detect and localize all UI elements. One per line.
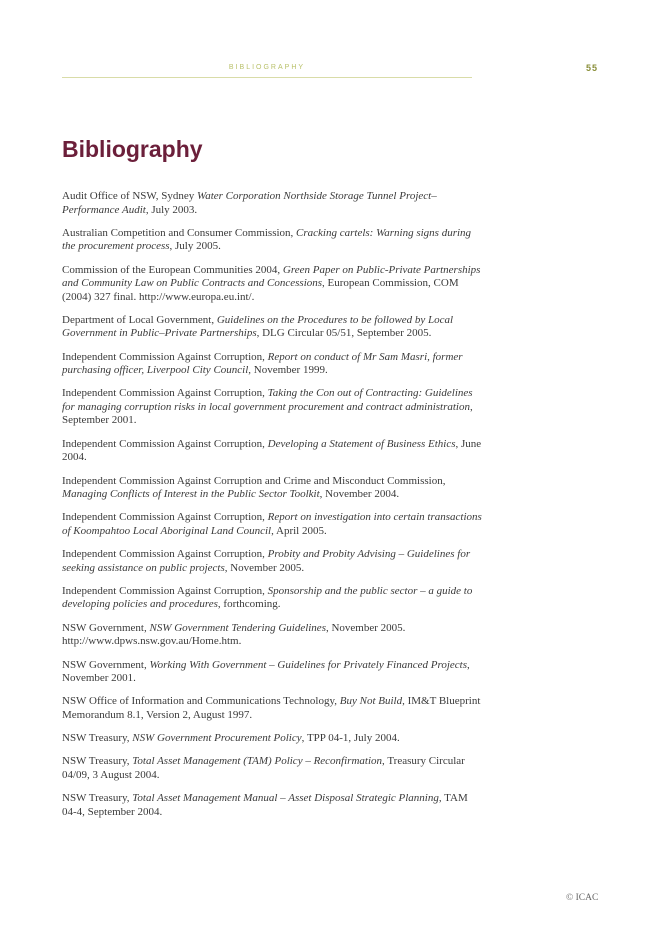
bibliography-entry <box>62 548 482 575</box>
entry-title: Report on investigation into certain transactions of Koompahtoo Local Aboriginal Land Council <box>62 511 482 537</box>
bibliography-entry <box>62 438 482 465</box>
running-header: BIBLIOGRAPHY <box>228 64 306 71</box>
entry-text: , TAM 04-4, September 2004. <box>62 792 468 818</box>
header-divider <box>62 77 472 78</box>
entry-title: Total Asset Management (TAM) Policy – Reconfirmation <box>132 755 383 768</box>
entry-text: , April 2005. <box>271 524 327 537</box>
entry-text: , forthcoming. <box>217 598 281 611</box>
entry-title: NSW Government Tendering Guidelines <box>149 621 326 634</box>
entry-title: Guidelines on the Procedures to be followed by Local Government in Public–Private Partnerships <box>62 313 454 340</box>
entry-title: NSW Government Procurement Policy <box>132 732 302 745</box>
entry-text: Independent Commission Against Corruption, <box>62 584 268 597</box>
entry-title: Taking the Con out of Contracting: Guidelines for managing corruption risks in local government procurement and contract administration <box>62 387 473 413</box>
bibliography-entry <box>62 314 482 341</box>
entry-text: Independent Commission Against Corruption and Crime and Misconduct Commission, <box>62 474 446 487</box>
page-number: 55 <box>586 63 599 73</box>
bibliography-entry <box>62 695 482 722</box>
entry-text: Independent Commission Against Corruption, <box>62 548 268 561</box>
bibliography-entry <box>62 659 482 686</box>
bibliography-entry <box>62 190 482 217</box>
entry-text: Independent Commission Against Corruption, <box>62 437 268 450</box>
bibliography-entry <box>62 351 482 378</box>
bibliography-entry <box>62 475 482 502</box>
entry-title: Buy Not Build <box>339 695 403 708</box>
entry-text: , Treasury Circular 04/09, 3 August 2004. <box>62 755 465 781</box>
entry-text: , November 2001. <box>62 658 470 685</box>
entry-text: NSW Treasury, <box>62 732 133 745</box>
entry-title: Probity and Probity Advising – Guidelines for seeking assistance on public projects <box>62 548 471 574</box>
bibliography-entry <box>62 227 482 254</box>
entry-text: , November 2004. <box>319 488 400 501</box>
entry-text: NSW Treasury, <box>62 755 133 768</box>
bibliography-entry <box>62 755 482 782</box>
entry-text: , July 2005. <box>169 240 221 253</box>
page-title: Bibliography <box>62 136 203 162</box>
entry-text: , European Commission, COM (2004) 327 final. http://www.europa.eu.int/. <box>62 277 459 303</box>
bibliography-entry <box>62 622 482 649</box>
entry-text: , IM&T Blueprint Memorandum 8.1, Version 2, August 1997. <box>62 695 481 721</box>
entry-text: , July 2003. <box>145 203 198 216</box>
entry-text: Independent Commission Against Corruption, <box>62 350 268 363</box>
entry-title: Water Corporation Northside Storage Tunnel Project–Performance Audit <box>62 190 437 216</box>
entry-title: Sponsorship and the public sector – a guide to developing policies and procedures <box>62 584 473 611</box>
entry-title: Cracking cartels: Warning signs during the procurement process <box>62 226 472 253</box>
entry-text: NSW Treasury, <box>62 792 133 805</box>
entry-text: NSW Government, <box>62 658 150 671</box>
bibliography-entry <box>62 511 482 538</box>
bibliography-entry <box>62 585 482 612</box>
entry-text: , June 2004. <box>62 437 482 464</box>
entry-text: NSW Government, <box>62 621 150 634</box>
entry-text: , November 2005. http://www.dpws.nsw.gov.au/Home.htm. <box>62 621 406 648</box>
entry-title: Developing a Statement of Business Ethics <box>267 437 456 450</box>
entry-title: Green Paper on Public-Private Partnerships and Community Law on Public Contracts and Concessions <box>62 263 481 290</box>
entry-text: Independent Commission Against Corruption, <box>62 387 268 400</box>
bibliography-entry <box>62 264 482 305</box>
entry-text: Department of Local Government, <box>62 313 217 326</box>
entry-text: , TPP 04-1, July 2004. <box>301 732 400 745</box>
bibliography-entry <box>62 792 482 819</box>
bibliography-entry <box>62 387 482 428</box>
entry-title: Total Asset Management Manual – Asset Disposal Strategic Planning <box>132 792 439 805</box>
entry-title: Report on conduct of Mr Sam Masri, former purchasing officer, Liverpool City Council <box>62 350 463 377</box>
copyright-footer: © ICAC <box>566 893 599 903</box>
entry-title: Managing Conflicts of Interest in the Public Sector Toolkit <box>62 488 320 501</box>
entry-text: , DLG Circular 05/51, September 2005. <box>256 327 432 340</box>
entry-text: , September 2001. <box>62 400 473 427</box>
bibliography-list <box>62 190 482 829</box>
entry-text: NSW Office of Information and Communications Technology, <box>62 695 340 708</box>
entry-text: Independent Commission Against Corruption, <box>62 511 268 524</box>
entry-text: Australian Competition and Consumer Commission, <box>62 226 297 239</box>
entry-text: , November 2005. <box>224 561 305 574</box>
entry-text: Commission of the European Communities 2004, <box>62 263 283 276</box>
entry-text: , November 1999. <box>248 364 328 377</box>
bibliography-entry <box>62 732 482 746</box>
entry-title: Working With Government – Guidelines for Privately Financed Projects <box>149 658 467 671</box>
entry-text: Audit Office of NSW, Sydney <box>62 190 198 202</box>
